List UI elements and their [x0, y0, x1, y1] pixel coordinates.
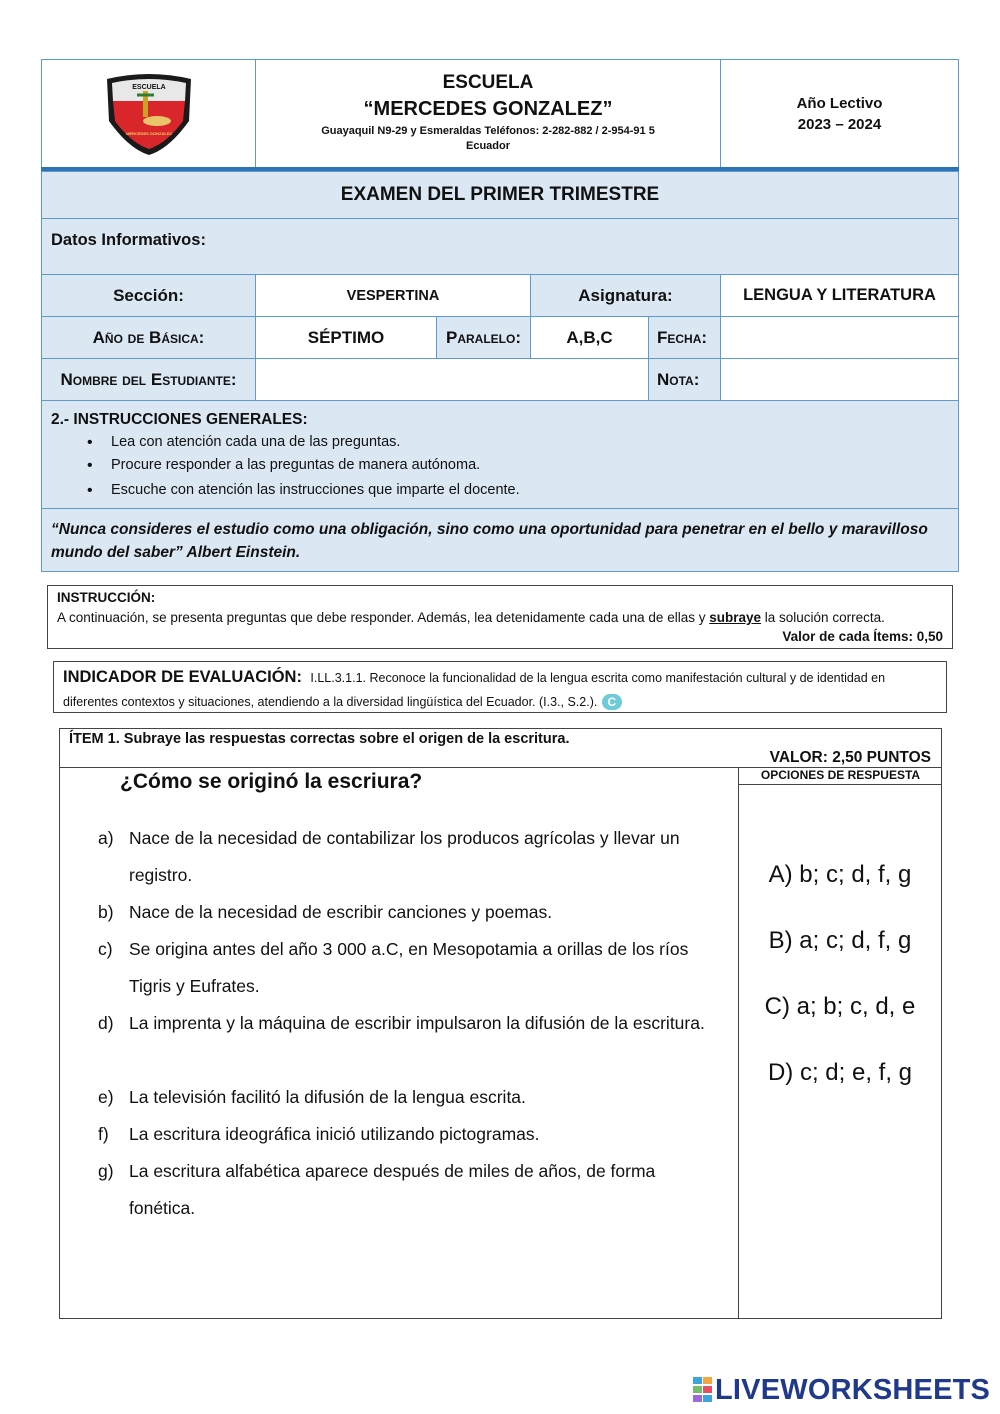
item1-question: ¿Cómo se originó la escriura? [120, 770, 423, 793]
logo-cell [41, 59, 256, 169]
statement-g[interactable] [98, 1153, 718, 1227]
options-header: OPCIONES DE RESPUESTA [739, 768, 942, 785]
statement-letter: f) [98, 1124, 109, 1144]
statement-a[interactable] [98, 820, 718, 894]
instruccion-underlined: subraye [709, 610, 762, 625]
statement-letter: d) [98, 1013, 114, 1033]
statement-e[interactable] [98, 1079, 718, 1116]
school-address: Guayaquil N9-29 y Esmeraldas Teléfonos: 2-282-882 / 2-954-91 5 [321, 125, 655, 137]
statement-text: La televisión facilitó la difusión de la lengua escrita. [129, 1087, 526, 1107]
nombre-estudiante-field[interactable] [255, 358, 649, 401]
statement-f[interactable] [98, 1116, 718, 1153]
instruccion-text-before: A continuación, se presenta preguntas que debe responder. Además, lea detenidamente cada una de ellas y [57, 610, 706, 625]
logo-text-bottom: MERCEDES GONZALEZ [126, 131, 172, 136]
school-country: Ecuador [465, 140, 510, 152]
instruccion-text [57, 608, 943, 628]
school-label: ESCUELA [442, 72, 534, 93]
competency-badge-icon[interactable]: C [602, 694, 622, 710]
instruction-item: • Lea con atención cada una de las preguntas. [111, 431, 958, 454]
liveworksheets-icon [693, 1377, 713, 1403]
seccion-label: Sección: [41, 274, 256, 317]
answer-option-c[interactable]: C) a; b; c, d, e [764, 993, 916, 1020]
logo-text-top: ESCUELA [132, 84, 166, 91]
answer-option-d[interactable]: D) c; d; e, f, g [767, 1059, 913, 1086]
instruction-item: • Escuche con atención las instrucciones que imparte el docente. [111, 479, 958, 502]
item1-valor: VALOR: 2,50 PUNTOS [769, 749, 931, 766]
indicador-label: INDICADOR DE EVALUACIÓN: [63, 668, 302, 686]
statement-letter: c) [98, 939, 113, 959]
seccion-value[interactable]: VESPERTINA [255, 274, 531, 317]
answer-option-b[interactable]: B) a; c; d, f, g [768, 927, 912, 954]
nota-label: Nota: [648, 358, 721, 401]
instruction-item: • Procure responder a las preguntas de manera autónoma. [111, 454, 958, 477]
fecha-label: Fecha: [648, 316, 721, 359]
statement-text: Nace de la necesidad de escribir canciones y poemas. [129, 902, 553, 922]
indicador-text: I.LL.3.1.1. Reconoce la funcionalidad de la lengua escrita como manifestación cultural y de identidad en diferentes contextos y situaciones, atendiendo a la diversidad lingüística del Ecuador. (I.3., S.2.). [63, 671, 886, 709]
item1-title: ÍTEM 1. Subraye las respuestas correctas sobre el origen de la escritura. [69, 731, 570, 747]
instructions-list [51, 431, 958, 502]
year-value: 2023 – 2024 [797, 116, 882, 133]
school-shield-logo [99, 71, 199, 157]
statement-b[interactable] [98, 894, 718, 931]
exam-title: EXAMEN DEL PRIMER TRIMESTRE [41, 171, 959, 219]
statement-text: La imprenta y la máquina de escribir impulsaron la difusión de la escritura. [129, 1013, 705, 1033]
nota-field[interactable] [720, 358, 959, 401]
statement-letter: b) [98, 902, 114, 922]
school-info-cell [255, 59, 721, 169]
paralelo-value[interactable]: A,B,C [530, 316, 649, 359]
statement-letter: e) [98, 1087, 114, 1107]
statement-letter: a) [98, 828, 114, 848]
statement-c[interactable] [98, 931, 718, 1005]
instruccion-box [47, 585, 953, 649]
nombre-estudiante-label: Nombre del Estudiante: [41, 358, 256, 401]
paralelo-label: Paralelo: [436, 316, 531, 359]
fecha-field[interactable] [720, 316, 959, 359]
asignatura-label: Asignatura: [530, 274, 721, 317]
statement-text: La escritura ideográfica inició utilizando pictogramas. [129, 1124, 540, 1144]
anio-basica-label: Año de Básica: [41, 316, 256, 359]
instructions-title: 2.- INSTRUCCIONES GENERALES: [51, 411, 308, 428]
anio-basica-value[interactable]: SÉPTIMO [255, 316, 437, 359]
datos-informativos-label: Datos Informativos: [41, 218, 959, 275]
indicador-box [53, 661, 947, 713]
statement-letter: g) [98, 1161, 114, 1181]
school-name: “MERCEDES GONZALEZ” [363, 98, 613, 120]
einstein-quote: “Nunca consideres el estudio como una obligación, sino como una oportunidad para penetrar en el bello y maravilloso mundo del saber” Albert Einstein. [41, 508, 959, 572]
statement-d[interactable] [98, 1005, 718, 1042]
year-label: Año Lectivo [796, 95, 883, 112]
liveworksheets-logo [693, 1374, 990, 1406]
school-year-cell [720, 59, 959, 169]
general-instructions [41, 400, 959, 509]
statement-text: Nace de la necesidad de contabilizar los producos agrícolas y llevar un registro. [129, 828, 680, 885]
instruccion-valor: Valor de cada Ítems: 0,50 [782, 629, 943, 644]
instruccion-text-after: la solución correcta. [764, 610, 885, 625]
options-column-divider [738, 767, 739, 1319]
statement-text: La escritura alfabética aparece después de miles de años, de forma fonética. [129, 1161, 656, 1218]
statement-text: Se origina antes del año 3 000 a.C, en Mesopotamia a orillas de los ríos Tigris y Eufrates. [129, 939, 689, 996]
instruccion-title: INSTRUCCIÓN: [57, 590, 156, 605]
asignatura-value[interactable]: LENGUA Y LITERATURA [720, 274, 959, 317]
liveworksheets-brand: LIVEWORKSHEETS [715, 1373, 991, 1406]
answer-option-a[interactable]: A) b; c; d, f, g [768, 861, 912, 888]
